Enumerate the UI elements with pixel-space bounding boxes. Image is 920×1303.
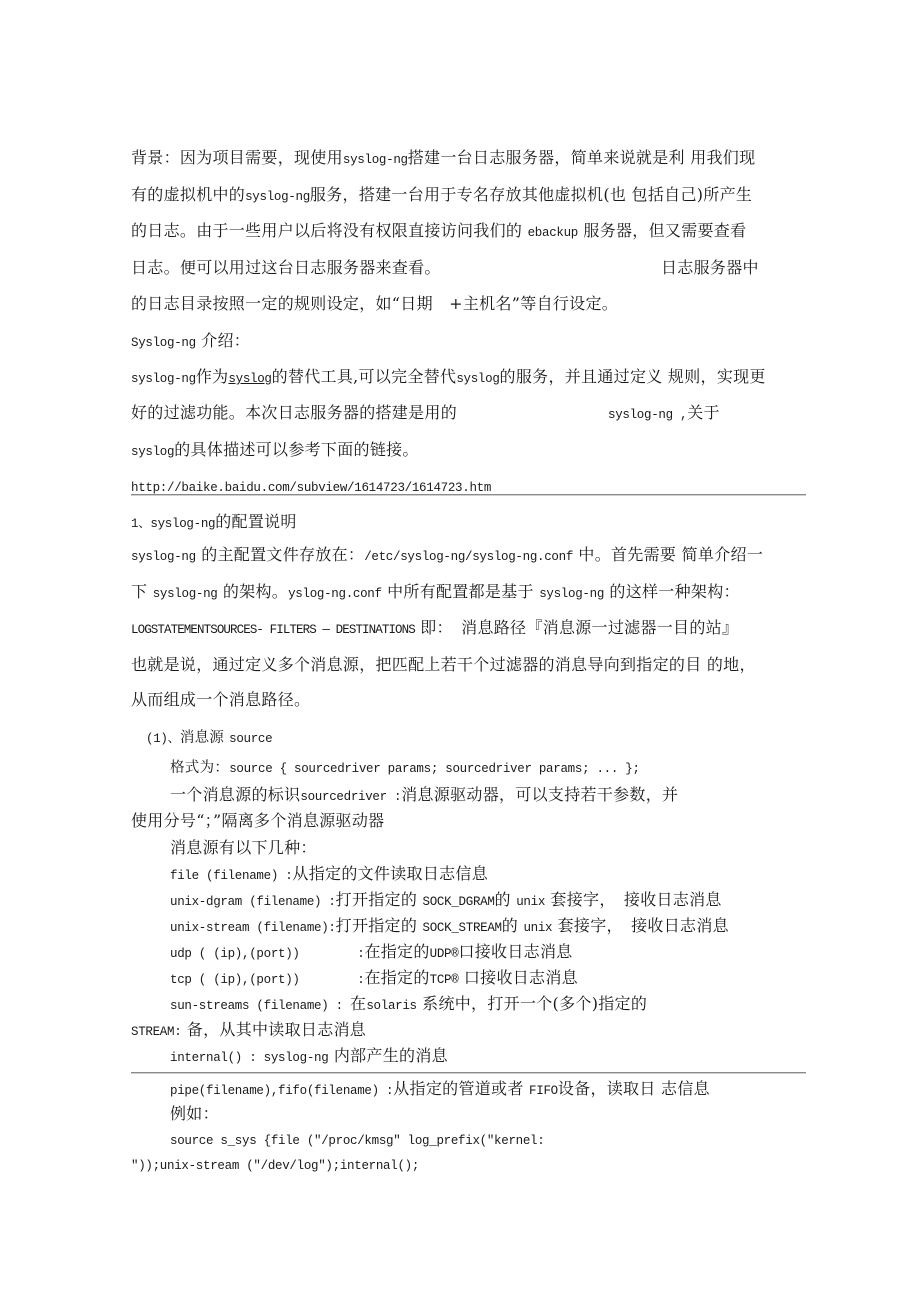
subsection1-heading: [146, 728, 272, 749]
code-text: FIFO: [529, 1084, 558, 1098]
section1-line-4: [131, 655, 756, 675]
code-text: pipe(filename),fifo(filename) :: [170, 1084, 394, 1098]
code-text: unix: [523, 921, 553, 935]
code-text: LOGSTATEMENTSOURCES- FILTERS — DESTINATIONS: [131, 623, 415, 637]
desc-line-1: [170, 785, 678, 807]
divider: [131, 494, 806, 496]
text: 在: [350, 994, 367, 1013]
text: 套接字， 接收日志消息: [552, 916, 729, 935]
code-text: sun-streams (filename) :: [170, 999, 351, 1013]
format-line: [170, 758, 640, 779]
source-type-udp: [170, 942, 573, 964]
text: 系统中，打开一个(多个)指定的: [416, 994, 648, 1013]
code-text: yslog-ng.conf: [288, 587, 382, 601]
text: 备，从其中读取日志消息: [181, 1020, 367, 1039]
code-text: ebackup: [527, 226, 579, 240]
code-text: unix-dgram (filename) :: [170, 895, 336, 909]
text: (1)、: [146, 732, 180, 746]
text: 口接收日志消息: [458, 968, 578, 987]
code-text: syslog-ng: [150, 517, 216, 531]
code-text: SOCK_STREAM: [422, 921, 502, 935]
stream-continuation: [131, 1020, 366, 1042]
text: 的日志目录按照一定的规则设定，如“日期 +主机名”等自行设定。: [131, 294, 619, 313]
text: 消息源驱动器，可以支持若干参数，并: [401, 785, 679, 804]
code-text: source: [229, 732, 273, 746]
text: 内部产生的消息: [328, 1046, 448, 1065]
text: 套接字， 接收日志消息: [545, 890, 722, 909]
text: 从指定的文件读取日志信息: [292, 864, 489, 883]
text: 的: [501, 916, 524, 935]
text: 的配置说明: [215, 512, 297, 531]
text: 口接收日志消息: [458, 942, 573, 961]
code-text: unix: [516, 895, 546, 909]
code-text: unix-stream (filename):: [170, 921, 336, 935]
source-type-tcp: [170, 968, 578, 990]
text: 即： 消息路径『消息源一过滤器一目的站』: [414, 618, 739, 637]
code-text: syslog-ng: [245, 190, 310, 204]
source-type-internal: [170, 1046, 448, 1068]
example-code-line-2: "));unix-stream ("/dev/log");internal();: [131, 1159, 420, 1173]
text: 的主配置文件存放在：: [195, 545, 365, 564]
source-type-sun-streams: [170, 994, 647, 1016]
text: 设备，读取日 志信息: [557, 1079, 710, 1098]
divider: [131, 1072, 806, 1074]
section1-line-5: [131, 690, 310, 710]
text: 一个消息源的标识: [170, 785, 301, 804]
desc-line-2: [131, 811, 384, 831]
section1-line-2: [131, 582, 740, 604]
intro-line-2-right: [608, 403, 720, 425]
text: 格式为：: [170, 760, 230, 776]
section1-line-1: [131, 545, 763, 567]
code-text: syslog: [131, 445, 175, 459]
code-text: STREAM:: [131, 1025, 182, 1039]
background-line-2: [131, 185, 752, 207]
text: 日志。便可以用过这台日志服务器来查看。: [131, 258, 441, 277]
text: 中。首先需要 简单介绍一: [573, 545, 764, 564]
text: 好的过滤功能。本次日志服务器的搭建是用的: [131, 403, 458, 422]
code-text: tcp ( (ip),(port)) :: [170, 973, 365, 987]
background-line-1: [131, 148, 755, 170]
syslog-link[interactable]: syslog: [228, 372, 272, 386]
background-line-3: [131, 221, 746, 243]
text: 中所有配置都是基于: [381, 582, 540, 601]
text: 有的虚拟机中的: [131, 185, 246, 204]
code-text: source { sourcedriver params; sourcedriver params; ... };: [229, 762, 640, 776]
text: 的这样一种架构：: [604, 582, 740, 601]
text: 的架构。: [217, 582, 289, 601]
text: 消息源: [179, 730, 230, 746]
text: 打开指定的: [335, 890, 423, 909]
text: 服务，搭建一台用于专名存放其他虚拟机(也 包括自己)所产生: [309, 185, 753, 204]
code-text: syslog-ng: [152, 587, 218, 601]
text: 也就是说，通过定义多个消息源，把匹配上若干个过滤器的消息导向到指定的目 的地，: [131, 655, 756, 674]
background-line-4: [131, 258, 441, 278]
intro-line-2: [131, 403, 457, 423]
code-text: internal() : syslog-ng: [170, 1051, 329, 1065]
source-type-pipe: [170, 1079, 710, 1101]
section1-line-3: [131, 618, 738, 640]
code-text: syslog-ng: [342, 153, 408, 167]
text: 的具体描述可以参考下面的链接。: [174, 440, 419, 459]
code-text: syslog-ng ,: [608, 408, 688, 422]
text: 的替代工具,可以完全替代: [271, 367, 457, 386]
text: 背景：因为项目需要，现使用: [131, 148, 343, 167]
text: 1、: [131, 517, 151, 531]
text: 从指定的管道或者: [393, 1079, 530, 1098]
text: 的日志。由于一些用户以后将没有权限直接访问我们的: [131, 221, 528, 240]
intro-line-1: [131, 367, 766, 389]
text: 下: [131, 582, 153, 601]
example-code-line-1: source s_sys {file ("/proc/kmsg" log_prefix("kernel:: [170, 1134, 545, 1148]
source-type-file: [170, 864, 488, 886]
code-text: syslog-ng: [539, 587, 605, 601]
code-text: SOCK_DGRAM: [422, 895, 495, 909]
text: 介绍：: [195, 331, 251, 350]
config-path: /etc/syslog-ng/syslog-ng.conf: [364, 550, 574, 564]
text: 服务器，但又需要查看: [578, 221, 747, 240]
example-label: 例如：: [170, 1104, 219, 1123]
code-text: udp ( (ip),(port)) :: [170, 947, 365, 961]
code-text: syslog-ng: [131, 550, 196, 564]
text: 使用分号“；”隔离多个消息源驱动器: [131, 811, 385, 830]
code-text: file (filename) :: [170, 869, 293, 883]
code-text: solaris: [366, 999, 417, 1013]
background-line-5: [131, 294, 618, 314]
text: 搭建一台日志服务器，简单来说就是利 用我们现: [407, 148, 756, 167]
code-text: UDP®: [429, 947, 459, 961]
source-type-unix-dgram: [170, 890, 722, 912]
section1-heading: [131, 512, 297, 534]
text: 的服务，并且通过定义 规则，实现更: [499, 367, 766, 386]
intro-heading: [131, 331, 250, 353]
text: 关于: [687, 403, 720, 422]
background-line-4-right: [661, 258, 759, 278]
types-heading: 消息源有以下几种：: [170, 838, 317, 857]
text: 的: [494, 890, 517, 909]
code-text: sourcedriver :: [300, 790, 402, 804]
source-type-unix-stream: [170, 916, 729, 938]
code-text: syslog: [456, 372, 500, 386]
baike-link[interactable]: http://baike.baidu.com/subview/1614723/1614723.htm: [131, 481, 492, 495]
text: 作为: [195, 367, 229, 386]
intro-line-3: [131, 440, 419, 462]
code-text: syslog-ng: [131, 372, 196, 386]
text: 从而组成一个消息路径。: [131, 690, 311, 709]
text: 在指定的: [364, 968, 430, 987]
code-text: TCP®: [429, 973, 459, 987]
text: 日志服务器中: [661, 258, 759, 277]
text: 在指定的: [364, 942, 430, 961]
code-text: Syslog-ng: [131, 336, 196, 350]
text: 打开指定的: [335, 916, 423, 935]
